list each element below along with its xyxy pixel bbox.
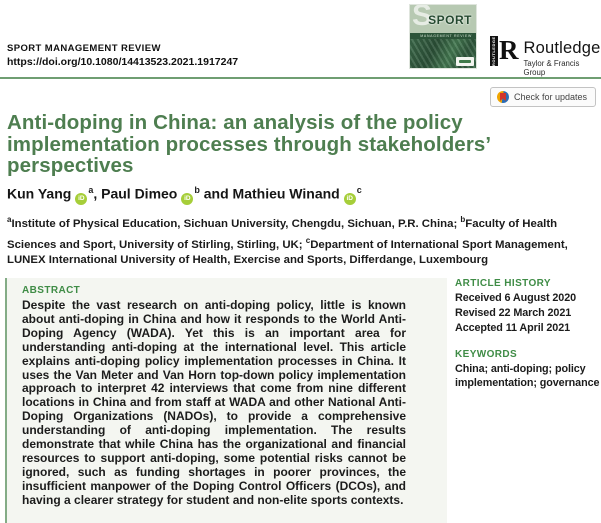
author-list: Kun Yang $iD^a$, Paul Dimeo $iD^b$ and Mathieu Winand $iD^c$ bbox=[7, 185, 362, 205]
author-affiliation-mark: b bbox=[194, 185, 200, 195]
routledge-vertical-text: ROUTLEDGE bbox=[490, 36, 498, 66]
author-affiliation-mark: a bbox=[88, 185, 93, 195]
routledge-r-glyph: R bbox=[499, 36, 519, 66]
affiliation-mark: b bbox=[460, 215, 465, 224]
history-item: Accepted 11 April 2021 bbox=[455, 321, 601, 336]
check-for-updates-button[interactable] bbox=[490, 87, 596, 107]
orcid-icon[interactable]: iD bbox=[344, 193, 356, 205]
cover-publisher-badge bbox=[456, 57, 474, 66]
history-item: Revised 22 March 2021 bbox=[455, 306, 601, 321]
cover-photo bbox=[410, 39, 476, 68]
author-affiliation-mark: c bbox=[357, 185, 362, 195]
cover-watermark-letter: S bbox=[412, 5, 432, 33]
article-history-heading: ARTICLE HISTORY bbox=[455, 278, 601, 289]
article-meta-column bbox=[455, 278, 601, 390]
affiliation-mark: c bbox=[306, 236, 310, 245]
author-name: Kun Yang bbox=[7, 186, 71, 202]
journal-name: SPORT MANAGEMENT REVIEW bbox=[7, 43, 161, 54]
routledge-logo bbox=[490, 36, 601, 77]
orcid-icon[interactable]: iD bbox=[181, 193, 193, 205]
author-name: Paul Dimeo bbox=[101, 186, 177, 202]
routledge-logo-mark bbox=[490, 36, 519, 66]
orcid-icon[interactable]: iD bbox=[75, 193, 87, 205]
history-item: Received 6 August 2020 bbox=[455, 291, 601, 306]
abstract-heading: ABSTRACT bbox=[22, 285, 406, 296]
cover-top bbox=[410, 5, 476, 33]
cover-subtitle-band: MANAGEMENT REVIEW bbox=[410, 33, 476, 39]
article-history-list bbox=[455, 291, 601, 336]
affiliation-mark: a bbox=[7, 215, 11, 224]
header-divider bbox=[0, 77, 601, 79]
keywords-heading: KEYWORDS bbox=[455, 349, 601, 360]
author-name: Mathieu Winand bbox=[233, 186, 340, 202]
article-title: Anti-doping in China: an analysis of the policy implementation processes through stakeholders’ perspectives bbox=[7, 112, 583, 177]
publisher-tagline: Taylor & Francis Group bbox=[524, 59, 601, 77]
keywords-text: China; anti-doping; policy implementation; governance bbox=[455, 362, 601, 390]
cover-title: SPORT bbox=[428, 13, 472, 27]
abstract-text: Despite the vast research on anti-doping policy, little is known about anti-doping in China and how it responds to the World Anti-Doping Agency (WADA). Yet this is an important area for understanding anti-doping at the international level. This article explains anti-doping policy implementation processes in China. It uses the Van Meter and Van Horn top-down policy implementation approach to interpret 42 interviews that come from nine different locations in China and from staff at WADA and other National Anti-Doping Organizations (NADOs), to provide a comprehensive understanding of anti-doping implementation. The results demonstrate that while China has the organizational and financial resources to support anti-doping, some potential risks cannot be ignored, such as funding shortages in poorer provinces, the insufficient manpower of the Doping Control Officers (DCOs), and having a clearer strategy for student and non-elite sports contexts. bbox=[22, 299, 406, 508]
abstract-section bbox=[5, 278, 447, 523]
check-for-updates-label: Check for updates bbox=[514, 92, 587, 102]
journal-cover-thumbnail bbox=[410, 5, 476, 68]
publisher-name: Routledge bbox=[524, 39, 601, 58]
affiliations: $^a$Institute of Physical Education, Sichuan University, Chengdu, Sichuan, P.R. China; $^b$Faculty of Health Sciences and Sport, University of Stirling, Stirling, UK; $^c$Department of International Sport Management, LUNEX International University of Health, Exercise and Sports, Differdange, Luxembourg bbox=[7, 212, 596, 269]
doi-link[interactable]: https://doi.org/10.1080/14413523.2021.1917247 bbox=[7, 56, 238, 68]
crossmark-icon bbox=[497, 91, 509, 103]
routledge-wordmark bbox=[524, 36, 601, 77]
